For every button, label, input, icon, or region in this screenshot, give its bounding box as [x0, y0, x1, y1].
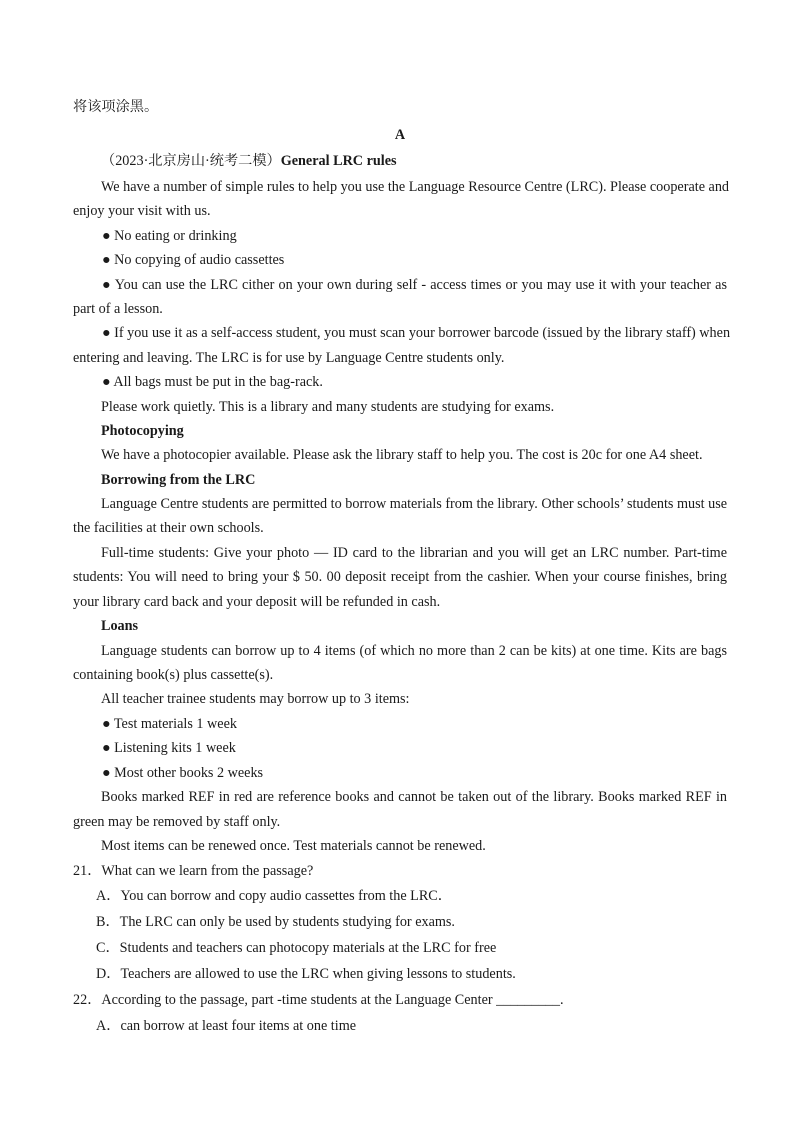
option-label: B．: [96, 914, 120, 930]
passage-title-line: [101, 152, 727, 170]
option-text: Students and teachers can photocopy materials at the LRC for free: [119, 940, 497, 956]
option-label: A．: [96, 888, 121, 904]
borrowing-text: students: You will need to bring your $ 50. 00 deposit receipt from the cashier. When your course finishes, bring: [73, 569, 727, 585]
option-text: Teachers are allowed to use the LRC when giving lessons to students.: [120, 966, 516, 982]
option-text: You can borrow and copy audio cassettes from the LRC．: [120, 888, 452, 904]
rule-item: ● You can use the LRC cither on your own during self - access times or you may use it with your teacher as: [102, 277, 727, 293]
rule-item-cont: part of a lesson.: [73, 301, 163, 317]
section-letter: A: [394, 127, 406, 143]
intro-line: We have a number of simple rules to help you use the Language Resource Centre (LRC). Please cooperate and: [101, 179, 730, 195]
question-21: [73, 862, 727, 880]
quiet-note: Please work quietly. This is a library and many students are studying for exams.: [101, 399, 555, 415]
rule-item: ● If you use it as a self-access student, you must scan your borrower barcode (issued by the library staff) when: [102, 325, 731, 341]
loans-text: containing book(s) plus cassette(s).: [73, 667, 274, 683]
loan-item: ● Test materials 1 week: [102, 716, 237, 732]
question-number: 22．: [73, 992, 102, 1008]
borrowing-text: Full-time students: Give your photo — ID card to the librarian and you will get an LRC number. Part-time: [101, 545, 727, 561]
borrowing-text: your library card back and your deposit will be refunded in cash.: [73, 594, 441, 610]
intro-line: enjoy your visit with us.: [73, 203, 211, 219]
loans-heading: Loans: [101, 618, 139, 634]
loans-ref-text: green may be removed by staff only.: [73, 814, 281, 830]
photocopying-text: We have a photocopier available. Please ask the library staff to help you. The cost is 20c for one A4 sheet.: [101, 447, 703, 463]
answer-instruction: 将该项涂黑。: [73, 99, 159, 115]
loan-item: ● Most other books 2 weeks: [102, 765, 264, 781]
rule-item: ● No copying of audio cassettes: [102, 252, 285, 268]
loans-ref-text: Books marked REF in red are reference books and cannot be taken out of the library. Books marked REF in: [101, 789, 727, 805]
source-note: （2023·北京房山·统考二模）: [101, 153, 281, 169]
loans-text: Language students can borrow up to 4 items (of which no more than 2 can be kits) at one time. Kits are bags: [101, 643, 727, 659]
loans-renew-text: Most items can be renewed once. Test materials cannot be renewed.: [101, 838, 486, 854]
rule-item-cont: entering and leaving. The LRC is for use by Language Centre students only.: [73, 350, 505, 366]
rule-item: ● All bags must be put in the bag-rack.: [102, 374, 323, 390]
question-22: [73, 991, 727, 1009]
option-label: C．: [96, 940, 120, 956]
option-label: D．: [96, 966, 121, 982]
question-stem: What can we learn from the passage?: [101, 863, 314, 879]
passage-title: General LRC rules: [280, 153, 397, 169]
option-label: A．: [96, 1018, 121, 1034]
loan-item: ● Listening kits 1 week: [102, 740, 236, 756]
question-number: 21．: [73, 863, 102, 879]
borrowing-heading: Borrowing from the LRC: [101, 472, 256, 488]
answer-option[interactable]: [96, 965, 750, 983]
photocopying-heading: Photocopying: [101, 423, 184, 439]
answer-option[interactable]: [96, 887, 750, 905]
rule-item: ● No eating or drinking: [102, 228, 237, 244]
option-text: can borrow at least four items at one time: [120, 1018, 357, 1034]
option-text: The LRC can only be used by students studying for exams.: [119, 914, 455, 930]
borrowing-text: Language Centre students are permitted to borrow materials from the library. Other schools’ students must use: [101, 496, 728, 512]
borrowing-text: the facilities at their own schools.: [73, 520, 264, 536]
question-stem: According to the passage, part -time students at the Language Center _________.: [101, 992, 564, 1008]
answer-option[interactable]: [96, 939, 750, 957]
loans-text: All teacher trainee students may borrow up to 3 items:: [101, 691, 410, 707]
answer-option[interactable]: [96, 1017, 750, 1035]
answer-option[interactable]: [96, 913, 750, 931]
